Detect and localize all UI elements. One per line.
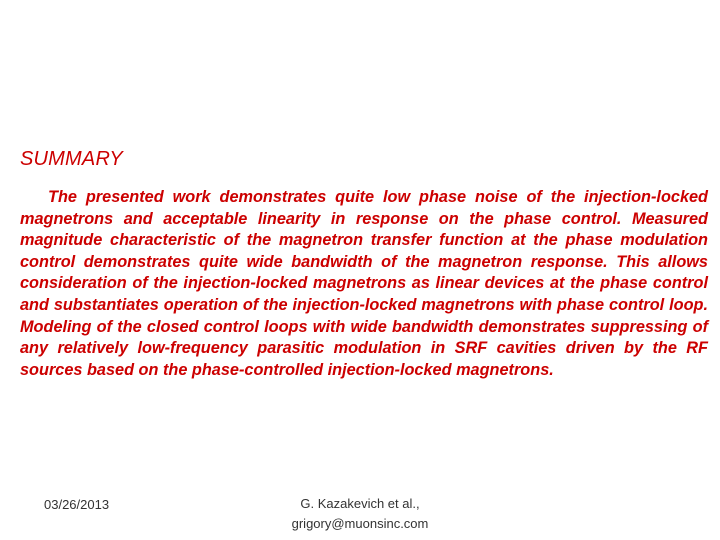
footer-author — [260, 494, 460, 534]
slide-title: SUMMARY — [20, 148, 123, 170]
footer-date: 03/26/2013 — [44, 497, 110, 512]
footer-author-name: G. Kazakevich et al., — [300, 496, 420, 511]
summary-paragraph: The presented work demonstrates quite low phase noise of the injection-locked magnetrons and acceptable linearity in response on the phase control. Measured magnitude characteristic of the magnetron transfer function at the phase modulation control demonstrates quite wide bandwidth of the magnetron response. This allows consideration of the injection-locked magnetrons as linear devices at the phase control and substantiates operation of the injection-locked magnetrons with phase control loop. Modeling of the closed control loops with wide bandwidth demonstrates suppressing of any relatively low-frequency parasitic modulation in SRF cavities driven by the RF sources based on the phase-controlled injection-locked magnetrons. — [20, 188, 708, 379]
footer-author-email: grigory@muonsinc.com — [291, 516, 429, 531]
